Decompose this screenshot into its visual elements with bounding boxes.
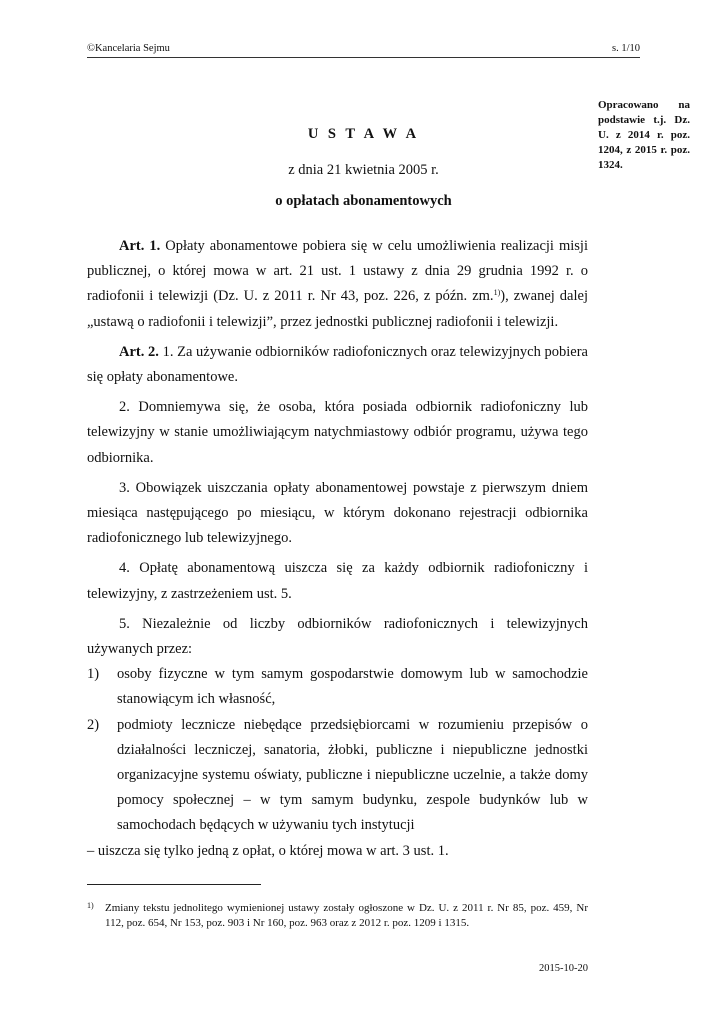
act-date: z dnia 21 kwietnia 2005 r.: [288, 162, 439, 178]
article-1-text-cont: ), zwanej dalej „ustawą o radiofonii i telewizji”, przez jednostki publicznej radiofonii i telewizji.: [87, 288, 588, 330]
footnote-reference[interactable]: 1): [493, 288, 501, 298]
list-item: [87, 713, 588, 839]
article-2-ust-2: 2. Domniemywa się, że osoba, która posiada odbiornik radiofoniczny lub telewizyjny w stanie umożliwiającym natychmiastowy odbiór programu, używa tego odbiornika.: [87, 399, 588, 466]
act-subject: o opłatach abonamentowych: [275, 193, 452, 209]
header-publisher: ©Kancelaria Sejmu: [87, 43, 170, 54]
footnote-text: Zmiany tekstu jednolitego wymienionej ustawy zostały ogłoszone w Dz. U. z 2011 r. Nr 85, poz. 459, Nr 112, poz. 654, Nr 153, poz. 903 i Nr 160, poz. 963 oraz z 2012 r. poz. 1209 i 1315.: [105, 902, 588, 929]
article-2-ust-5: 5. Niezależnie od liczby odbiorników radiofonicznych i telewizyjnych używanych przez:: [87, 615, 588, 658]
act-body: [87, 234, 588, 869]
list-item: [87, 662, 588, 712]
article-2-label: Art. 2.: [119, 343, 159, 360]
article-2-closing: – uiszcza się tylko jedną z opłat, o której mowa w art. 3 ust. 1.: [87, 842, 449, 859]
article-2-ust-4: 4. Opłatę abonamentową uiszcza się za każdy odbiornik radiofoniczny i telewizyjny, z zastrzeżeniem ust. 5.: [87, 560, 588, 602]
footnote-number: 1): [87, 901, 94, 910]
footnote: [87, 901, 588, 931]
consolidation-note: Opracowano na podstawie t.j. Dz. U. z 2014 r. poz. 1204, z 2015 r. poz. 1324.: [598, 99, 690, 171]
page-header: [87, 40, 640, 58]
act-title: U S T A W A: [307, 126, 420, 142]
article-2-ust-1: [87, 340, 588, 390]
article-2-ust-3: 3. Obowiązek uiszczania opłaty abonamentowej powstaje z pierwszym dniem miesiąca następującego po miesiącu, w którym dokonano rejestracji odbiornika radiofonicznego lub telewizyjnego.: [87, 479, 588, 547]
header-page-number: s. 1/10: [611, 43, 640, 54]
list-item-text: osoby fizyczne w tym samym gospodarstwie domowym lub w samochodzie stanowiącym ich własność,: [117, 666, 588, 708]
article-1: [87, 234, 588, 335]
footer-date: 2015-10-20: [539, 963, 588, 974]
article-1-label: Art. 1.: [119, 238, 161, 254]
article-2-ust-1-text: 1. Za używanie odbiorników radiofonicznych oraz telewizyjnych pobiera się opłaty abonamentowe.: [87, 343, 588, 386]
list-item-number: 2): [87, 716, 100, 733]
list-item-number: 1): [87, 666, 100, 683]
list-item-text: podmioty lecznicze niebędące przedsiębiorcami w rozumieniu przepisów o działalności leczniczej, sanatoria, żłobki, publiczne i niepubliczne jednostki organizacyjne systemu oświaty, publiczne i niepubliczne uczelnie, a także domy pomocy społecznej – w tym samym budynku, zespole budynków lub w samochodach będących w używaniu tych instytucji: [117, 716, 588, 834]
article-1-text: Opłaty abonamentowe pobiera się w celu umożliwienia realizacji misji publicznej, o której mowa w art. 21 ust. 1 ustawy z dnia 29 grudnia 1992 r. o radiofonii i telewizji (Dz. U. z 2011 r. Nr 43, poz. 226, z późn. zm.: [87, 238, 588, 305]
footnote-divider: [87, 884, 261, 885]
